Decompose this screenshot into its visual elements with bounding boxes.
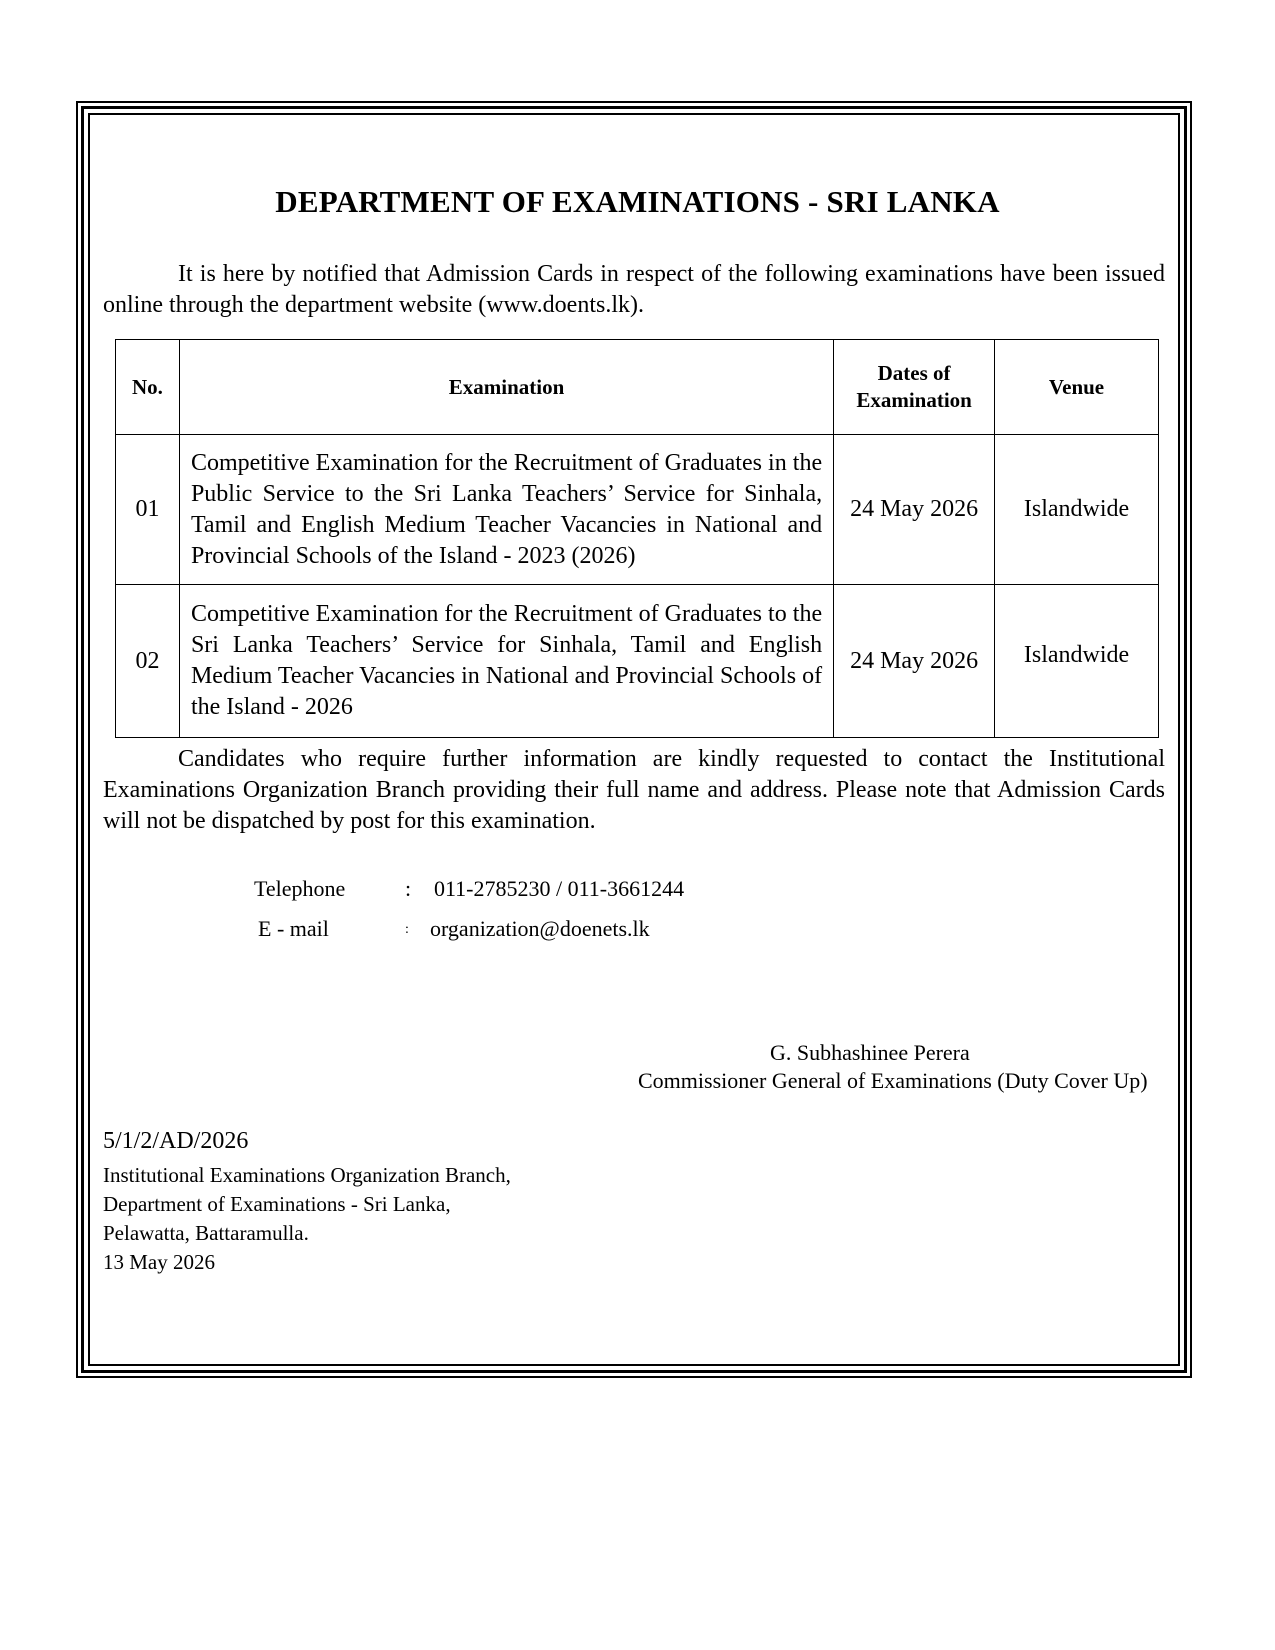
table-header-row bbox=[116, 340, 1159, 435]
examination-table bbox=[115, 339, 1159, 738]
header-venue: Venue bbox=[995, 340, 1159, 435]
header-dates-line1: Dates of bbox=[877, 361, 951, 385]
header-examination: Examination bbox=[179, 340, 833, 435]
address-line-1: Institutional Examinations Organization Branch, bbox=[103, 1163, 511, 1187]
closing-paragraph bbox=[103, 744, 1165, 837]
table-row bbox=[116, 585, 1159, 738]
header-no: No. bbox=[116, 340, 180, 435]
reference-number: 5/1/2/AD/2026 bbox=[103, 1128, 249, 1154]
row-date: 24 May 2026 bbox=[834, 435, 995, 585]
email-label: E - mail bbox=[258, 916, 329, 941]
issue-date: 13 May 2026 bbox=[103, 1250, 215, 1274]
signatory-title: Commissioner General of Examinations (Duty Cover Up) bbox=[638, 1068, 1148, 1093]
email-separator: : bbox=[405, 922, 409, 937]
address-line-2: Department of Examinations - Sri Lanka, bbox=[103, 1192, 451, 1216]
telephone-label: Telephone bbox=[254, 876, 346, 901]
header-dates bbox=[834, 340, 995, 435]
row-examination: Competitive Examination for the Recruitment of Graduates in the Public Service to the Sri Lanka Teachers’ Service for Sinhala, Tamil and English Medium Teacher Vacancies in National and Provincial Schools of the Island - 2023 (2026) bbox=[179, 435, 833, 585]
closing-text: Candidates who require further information are kindly requested to contact the Institutional Examinations Organization Branch providing their full name and address. Please note that Admission Cards will not be dispatched by post for this examination. bbox=[103, 746, 1165, 834]
address-line-3: Pelawatta, Battaramulla. bbox=[103, 1221, 309, 1245]
intro-paragraph bbox=[103, 259, 1165, 321]
telephone-value: 011-2785230 / 011-3661244 bbox=[434, 876, 685, 901]
row-date: 24 May 2026 bbox=[834, 585, 995, 738]
intro-text: It is here by notified that Admission Cards in respect of the following examinations have been issued online through the department website (www.doents.lk). bbox=[103, 261, 1165, 318]
row-number: 01 bbox=[116, 435, 180, 585]
telephone-separator: : bbox=[405, 876, 412, 901]
row-venue: Islandwide bbox=[995, 435, 1159, 585]
row-number: 02 bbox=[116, 585, 180, 738]
document-title: DEPARTMENT OF EXAMINATIONS - SRI LANKA bbox=[275, 184, 1000, 219]
row-examination: Competitive Examination for the Recruitment of Graduates to the Sri Lanka Teachers’ Service for Sinhala, Tamil and English Medium Teacher Vacancies in National and Provincial Schools of the Island - 2026 bbox=[179, 585, 833, 738]
row-venue: Islandwide bbox=[995, 585, 1159, 738]
email-value: organization@doenets.lk bbox=[430, 916, 650, 941]
header-dates-line2: Examination bbox=[856, 388, 972, 412]
signatory-name: G. Subhashinee Perera bbox=[770, 1040, 970, 1065]
table-row bbox=[116, 435, 1159, 585]
